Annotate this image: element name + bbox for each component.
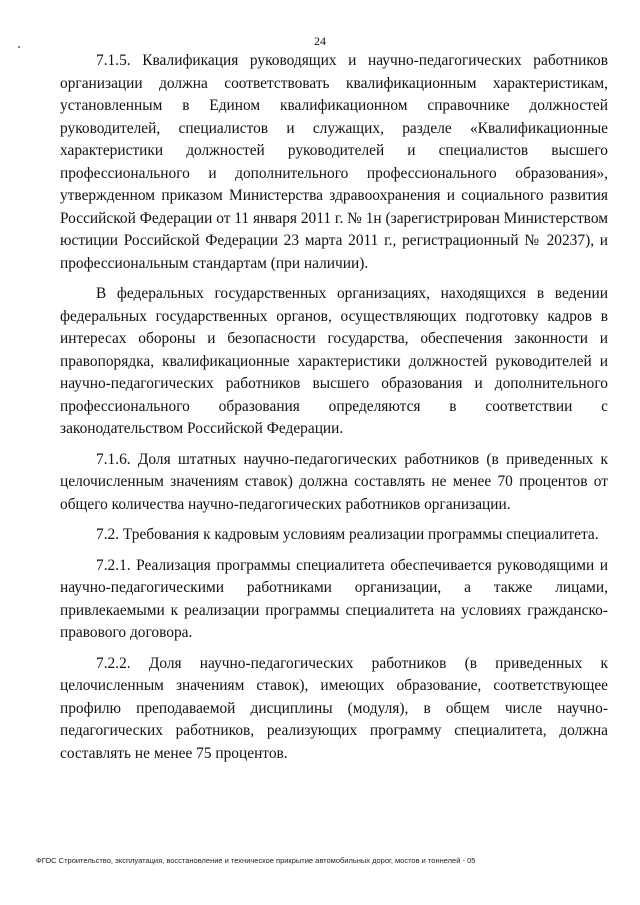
document-body (60, 50, 608, 765)
page-footer: ФГОС Строительство, эксплуатация, восстановление и техническое прикрытие автомобильных дорог, мостов и тоннелей - 05 (36, 856, 476, 865)
paragraph-7-2-1: 7.2.1. Реализация программы специалитета обеспечивается руководящими и научно-педагогическими работниками организации, а также лицами, привлекаемыми к реализации программы специалитета на условиях гражданско-правового договора. (60, 556, 608, 641)
paragraph-federal-organizations: В федеральных государственных организациях, находящихся в ведении федеральных государственных органов, осуществляющих подготовку кадров в интересах обороны и безопасности государства, обеспечения законности и правопорядка, квалификационные характеристики должностей руководителей и научно-педагогических работников высшего образования и дополнительного профессионального образования определяются в соответствии с законодательством Российской Федерации. (60, 285, 608, 437)
paragraph-7-2: 7.2. Требования к кадровым условиям реализации программы специалитета. (96, 526, 599, 543)
paragraph-7-1-5: 7.1.5. Квалификация руководящих и научно-педагогических работников организации должна соответствовать квалификационным характеристикам, установленным в Едином квалификационном справочнике должностей руководителей, специалистов и служащих, разделе «Квалификационные характеристики должностей руководителей и специалистов высшего профессионального и дополнительного профессионального образования», утвержденном приказом Министерства здравоохранения и социального развития Российской Федерации от 11 января 2011 г. № 1н (зарегистрирован Министерством юстиции Российской Федерации 23 марта 2011 г., регистрационный № 20237), и профессиональным стандартам (при наличии). (60, 52, 608, 272)
paragraph-7-2-2: 7.2.2. Доля научно-педагогических работников (в приведенных к целочисленным значениям ставок), имеющих образование, соответствующее профилю преподаваемой дисциплины (модуля), в общем числе научно-педагогических работников, реализующих программу специалитета, должна составлять не менее 75 процентов. (60, 654, 608, 762)
paragraph-7-1-6: 7.1.6. Доля штатных научно-педагогических работников (в приведенных к целочисленным значениям ставок) должна составлять не менее 70 процентов от общего количества научно-педагогических работников организации. (60, 450, 608, 513)
page-number: 24 (314, 34, 326, 48)
